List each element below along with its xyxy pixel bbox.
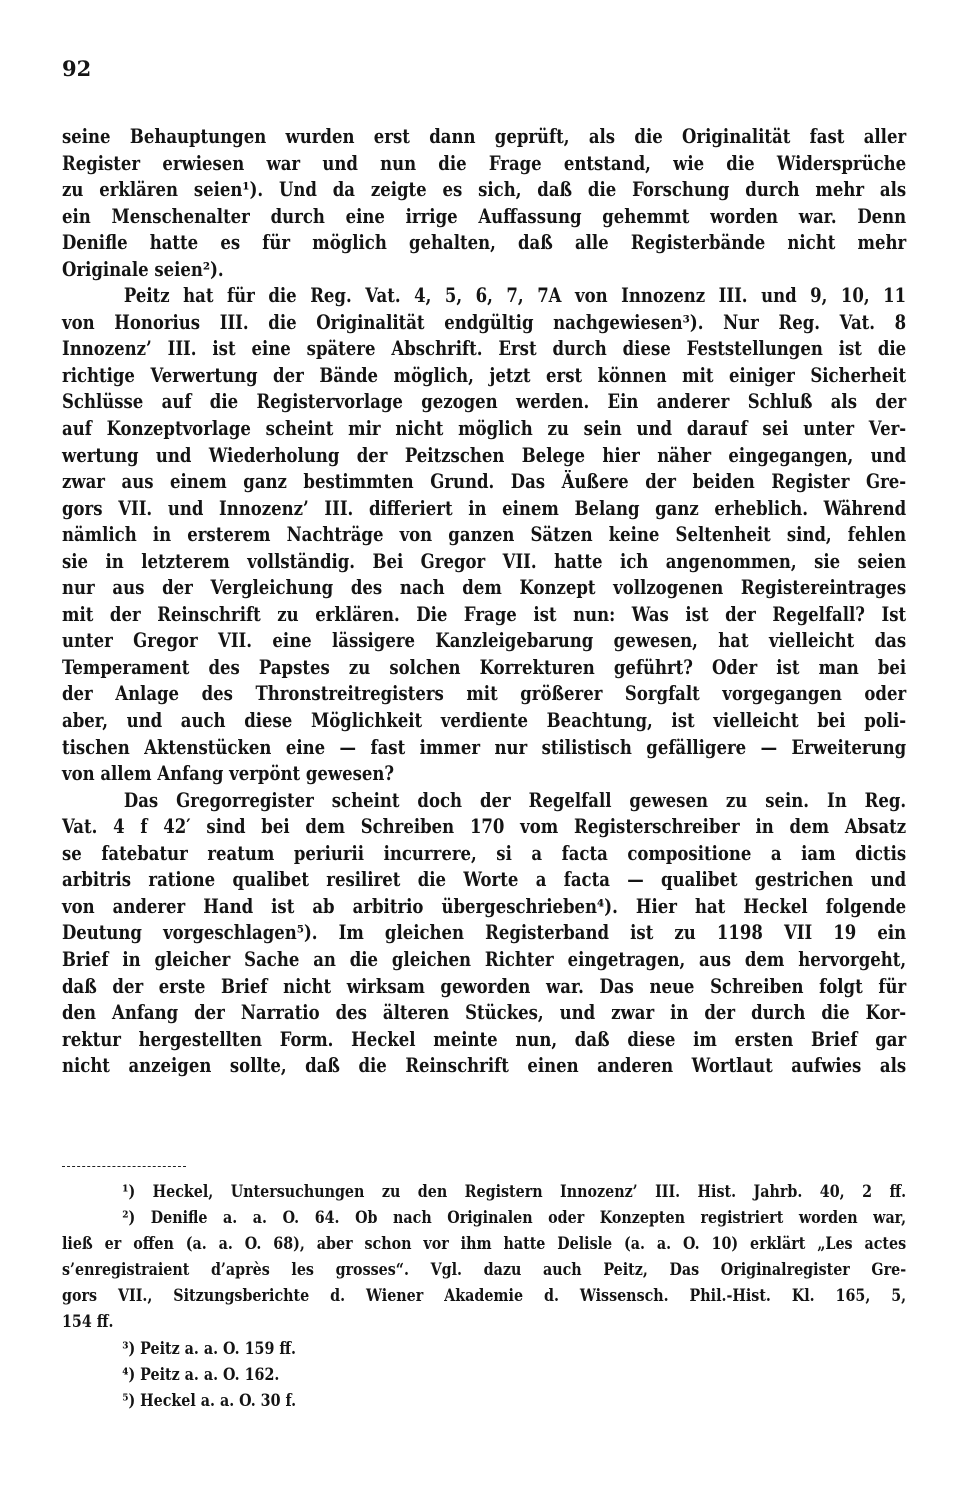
body-line: von anderer Hand ist ab arbitrio übergeschrieben⁴). Hier hat Heckel folgende (62, 894, 907, 918)
body-line: von Honorius III. die Originalität endgültig nachgewiesen³). Nur Reg. Vat. 8 (62, 310, 907, 334)
body-line: arbitris ratione qualibet resiliret die Worte a facta — qualibet gestrichen und (62, 868, 907, 892)
body-line: zwar aus einem ganz bestimmten Grund. Das Äußere der beiden Register Gre- (62, 470, 907, 494)
footnote-line: 154 ff. (62, 1311, 114, 1332)
body-line: nämlich in ersterem Nachträge von ganzen Sätzen keine Seltenheit sind, fehlen (62, 523, 907, 547)
body-line: nur aus der Vergleichung des nach dem Konzept vollzogenen Registereintrages (62, 576, 907, 600)
body-line: nicht anzeigen sollte, daß die Reinschrift einen anderen Wortlaut aufwies als (62, 1054, 907, 1078)
body-line: Innozenz’ III. ist eine spätere Abschrift. Erst durch diese Feststellungen ist die (62, 337, 907, 361)
body-line: Register erwiesen war und nun die Frage entstand, wie die Widersprüche (62, 151, 907, 175)
body-line: ein Menschenalter durch eine irrige Auffassung gehemmt worden war. Denn (62, 204, 907, 228)
body-line: Brief in gleicher Sache an die gleichen Richter eingetragen, aus dem hervorgeht, (62, 947, 907, 971)
body-line: Temperament des Papstes zu solchen Korrekturen geführt? Oder ist man bei (62, 655, 907, 679)
body-line: tischen Aktenstücken eine — fast immer nur stilistisch gefälligere — Erweiterung (62, 735, 907, 759)
page-number: 92 (62, 56, 92, 81)
body-line: Peitz hat für die Reg. Vat. 4, 5, 6, 7, 7A von Innozenz III. und 9, 10, 11 (123, 284, 907, 308)
body-line: Deutung vorgeschlagen⁵). Im gleichen Registerband ist zu 1198 VII 19 ein (62, 921, 907, 945)
body-line: gors VII. und Innozenz’ III. differiert in einem Belang ganz erheblich. Während (62, 496, 907, 520)
body-line: aber, und auch diese Möglichkeit verdiente Beachtung, ist vielleicht bei poli- (62, 709, 907, 733)
body-line: der Anlage des Thronstreitregisters mit größerer Sorgfalt vorgegangen oder (62, 682, 907, 706)
footnote-line: ließ er offen (a. a. O. 68), aber schon vor ihm hatte Delisle (a. a. O. 10) erklärt „Les actes (62, 1233, 907, 1254)
body-line: Das Gregorregister scheint doch der Regelfall gewesen zu sein. In Reg. (123, 788, 907, 812)
body-line: unter Gregor VII. eine lässigere Kanzleigebarung gewesen, hat vielleicht das (62, 629, 907, 653)
body-line: von allem Anfang verpönt gewesen? (62, 762, 395, 786)
body-line: richtige Verwertung der Bände möglich, jetzt erst können mit einiger Sicherheit (62, 363, 907, 387)
body-line: Originale seien²). (62, 257, 224, 281)
body-line: den Anfang der Narratio des älteren Stückes, und zwar in der durch die Kor- (62, 1001, 907, 1025)
body-line: se fatebatur reatum periurii incurrere, si a facta compositione a iam dictis (62, 841, 907, 865)
body-line: wertung und Wiederholung der Peitzschen Belege hier näher eingegangen, und (62, 443, 907, 467)
footnotes (62, 1178, 906, 1413)
body-line: seine Behauptungen wurden erst dann geprüft, als die Originalität fast aller (62, 125, 907, 148)
footnote-line: ¹) Heckel, Untersuchungen zu den Registern Innozenz’ III. Hist. Jahrb. 40, 2 ff. (122, 1181, 907, 1201)
footnote-line: ⁴) Peitz a. a. O. 162. (122, 1363, 280, 1384)
body-line: mit der Reinschrift zu erklären. Die Frage ist nun: Was ist der Regelfall? Ist (62, 602, 907, 626)
footnote-line: ⁵) Heckel a. a. O. 30 f. (122, 1389, 297, 1410)
footnote-separator (62, 1166, 186, 1167)
footnote-line: ²) Denifle a. a. O. 64. Ob nach Originalen oder Konzepten registriert worden war, (122, 1207, 907, 1228)
body-line: Vat. 4 f 42′ sind bei dem Schreiben 170 vom Registerschreiber in dem Absatz (62, 815, 907, 839)
body-line: rektur hergestellten Form. Heckel meinte nun, daß diese im ersten Brief gar (62, 1027, 907, 1051)
body-line: daß der erste Brief nicht wirksam geworden war. Das neue Schreiben folgt für (62, 974, 907, 998)
body-line: sie in letzterem vollständig. Bei Gregor VII. hatte ich angenommen, sie seien (62, 549, 907, 573)
body-line: zu erklären seien¹). Und da zeigte es sich, daß die Forschung durch mehr als (62, 178, 907, 202)
footnote-line: ³) Peitz a. a. O. 159 ff. (122, 1337, 297, 1358)
body-line: auf Konzeptvorlage scheint mir nicht möglich zu sein und darauf sei unter Ver- (62, 417, 907, 441)
body-line: Schlüsse auf die Registervorlage gezogen werden. Ein anderer Schluß als der (62, 390, 907, 414)
footnote-line: s’enregistraient d’après les grosses“. Vgl. dazu auch Peitz, Das Originalregister Gre- (62, 1259, 907, 1280)
footnote-line: gors VII., Sitzungsberichte d. Wiener Akademie d. Wissensch. Phil.-Hist. Kl. 165, 5, (62, 1285, 907, 1306)
body-line: Denifle hatte es für möglich gehalten, daß alle Registerbände nicht mehr (62, 231, 907, 255)
body-text (62, 124, 906, 1080)
